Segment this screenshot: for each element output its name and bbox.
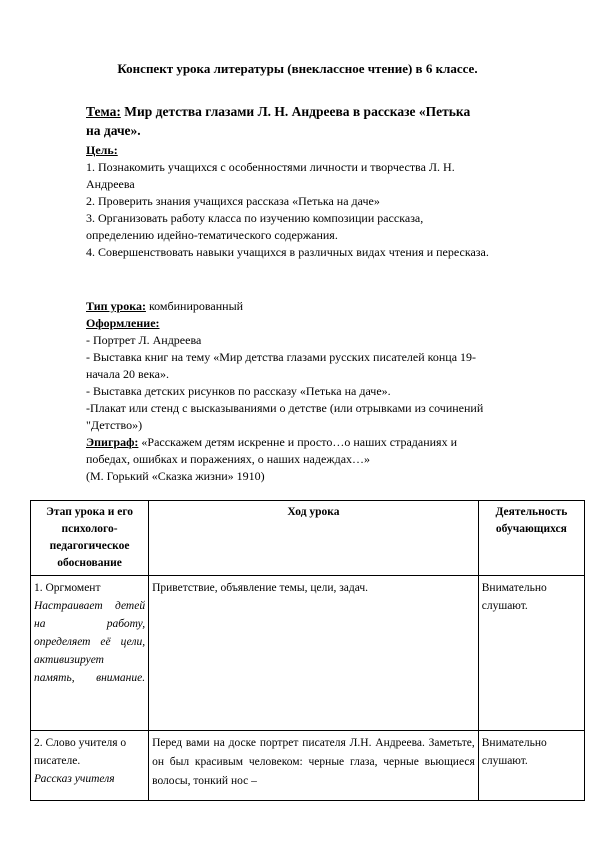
stage-note: Настраивает детей на работу, определяет её цели, активизирует память, внимание. bbox=[34, 600, 146, 684]
stage-cell bbox=[31, 576, 149, 731]
equipment-item: -Плакат или стенд с высказываниями о детстве (или отрывками из сочинений bbox=[86, 401, 484, 415]
goal-item: 2. Проверить знания учащихся рассказа «Петька на даче» bbox=[86, 194, 380, 208]
goal-item: 4. Совершенствовать навыки учащихся в различных видах чтения и пересказа. bbox=[86, 245, 489, 259]
stage-title: 1. Оргмомент bbox=[34, 582, 101, 594]
topic-block bbox=[86, 102, 526, 140]
lesson-plan-table bbox=[30, 500, 585, 801]
goal-item: определению идейно-тематического содержания. bbox=[86, 228, 338, 242]
lesson-type-value: комбинированный bbox=[145, 299, 244, 313]
lesson-type bbox=[86, 299, 243, 314]
epigraph-label: Эпиграф: bbox=[86, 435, 139, 449]
topic-text-2: на даче». bbox=[86, 123, 141, 138]
epigraph-line-2: победах, ошибках и поражениях, о наших надеждах…» bbox=[86, 452, 371, 466]
table-header-row bbox=[31, 501, 585, 576]
epigraph-line-1: «Расскажем детям искренне и просто…о наших страданиях и bbox=[138, 435, 457, 449]
goal-item: 1. Познакомить учащихся с особенностями личности и творчества Л. Н. bbox=[86, 160, 455, 174]
course-cell: Перед вами на доске портрет писателя Л.Н. Андреева. Заметьте, он был красивым человеком: черные глаза, черные вьющиеся волосы, тонкий нос – bbox=[149, 731, 479, 801]
goal-label: Цель: bbox=[86, 143, 118, 157]
activity-cell: Внимательно слушают. bbox=[478, 731, 584, 801]
epigraph-source: (М. Горький «Сказка жизни» 1910) bbox=[86, 469, 265, 483]
course-cell: Приветствие, объявление темы, цели, задач. bbox=[149, 576, 479, 731]
activity-cell: Внимательно слушают. bbox=[478, 576, 584, 731]
lesson-type-label: Тип урока: bbox=[86, 299, 146, 313]
stage-note: Рассказ учителя bbox=[34, 773, 115, 785]
topic-text-1: Мир детства глазами Л. Н. Андреева в рассказе «Петька bbox=[124, 104, 471, 119]
equipment-item: начала 20 века». bbox=[86, 367, 169, 381]
document-title: Конспект урока литературы (внеклассное чтение) в 6 классе. bbox=[117, 61, 478, 76]
equipment-label: Оформление: bbox=[86, 316, 160, 330]
epigraph bbox=[86, 435, 457, 450]
equipment-item: - Выставка книг на тему «Мир детства глазами русских писателей конца 19- bbox=[86, 350, 477, 364]
table-row bbox=[31, 731, 585, 801]
topic-label: Тема: bbox=[86, 104, 121, 119]
goal-item: 3. Организовать работу класса по изучению композиции рассказа, bbox=[86, 211, 424, 225]
equipment-item: - Выставка детских рисунков по рассказу «Петька на даче». bbox=[86, 384, 391, 398]
equipment-item: "Детство») bbox=[86, 418, 143, 432]
header-stage: Этап урока и его психолого-педагогическое обоснование bbox=[31, 501, 149, 576]
stage-title: 2. Слово учителя о писателе. bbox=[34, 737, 127, 767]
table-row bbox=[31, 576, 585, 731]
header-activity: Деятельность обучающихся bbox=[478, 501, 584, 576]
goal-item: Андреева bbox=[86, 177, 135, 191]
stage-cell bbox=[31, 731, 149, 801]
equipment-item: - Портрет Л. Андреева bbox=[86, 333, 202, 347]
header-course: Ход урока bbox=[149, 501, 479, 576]
